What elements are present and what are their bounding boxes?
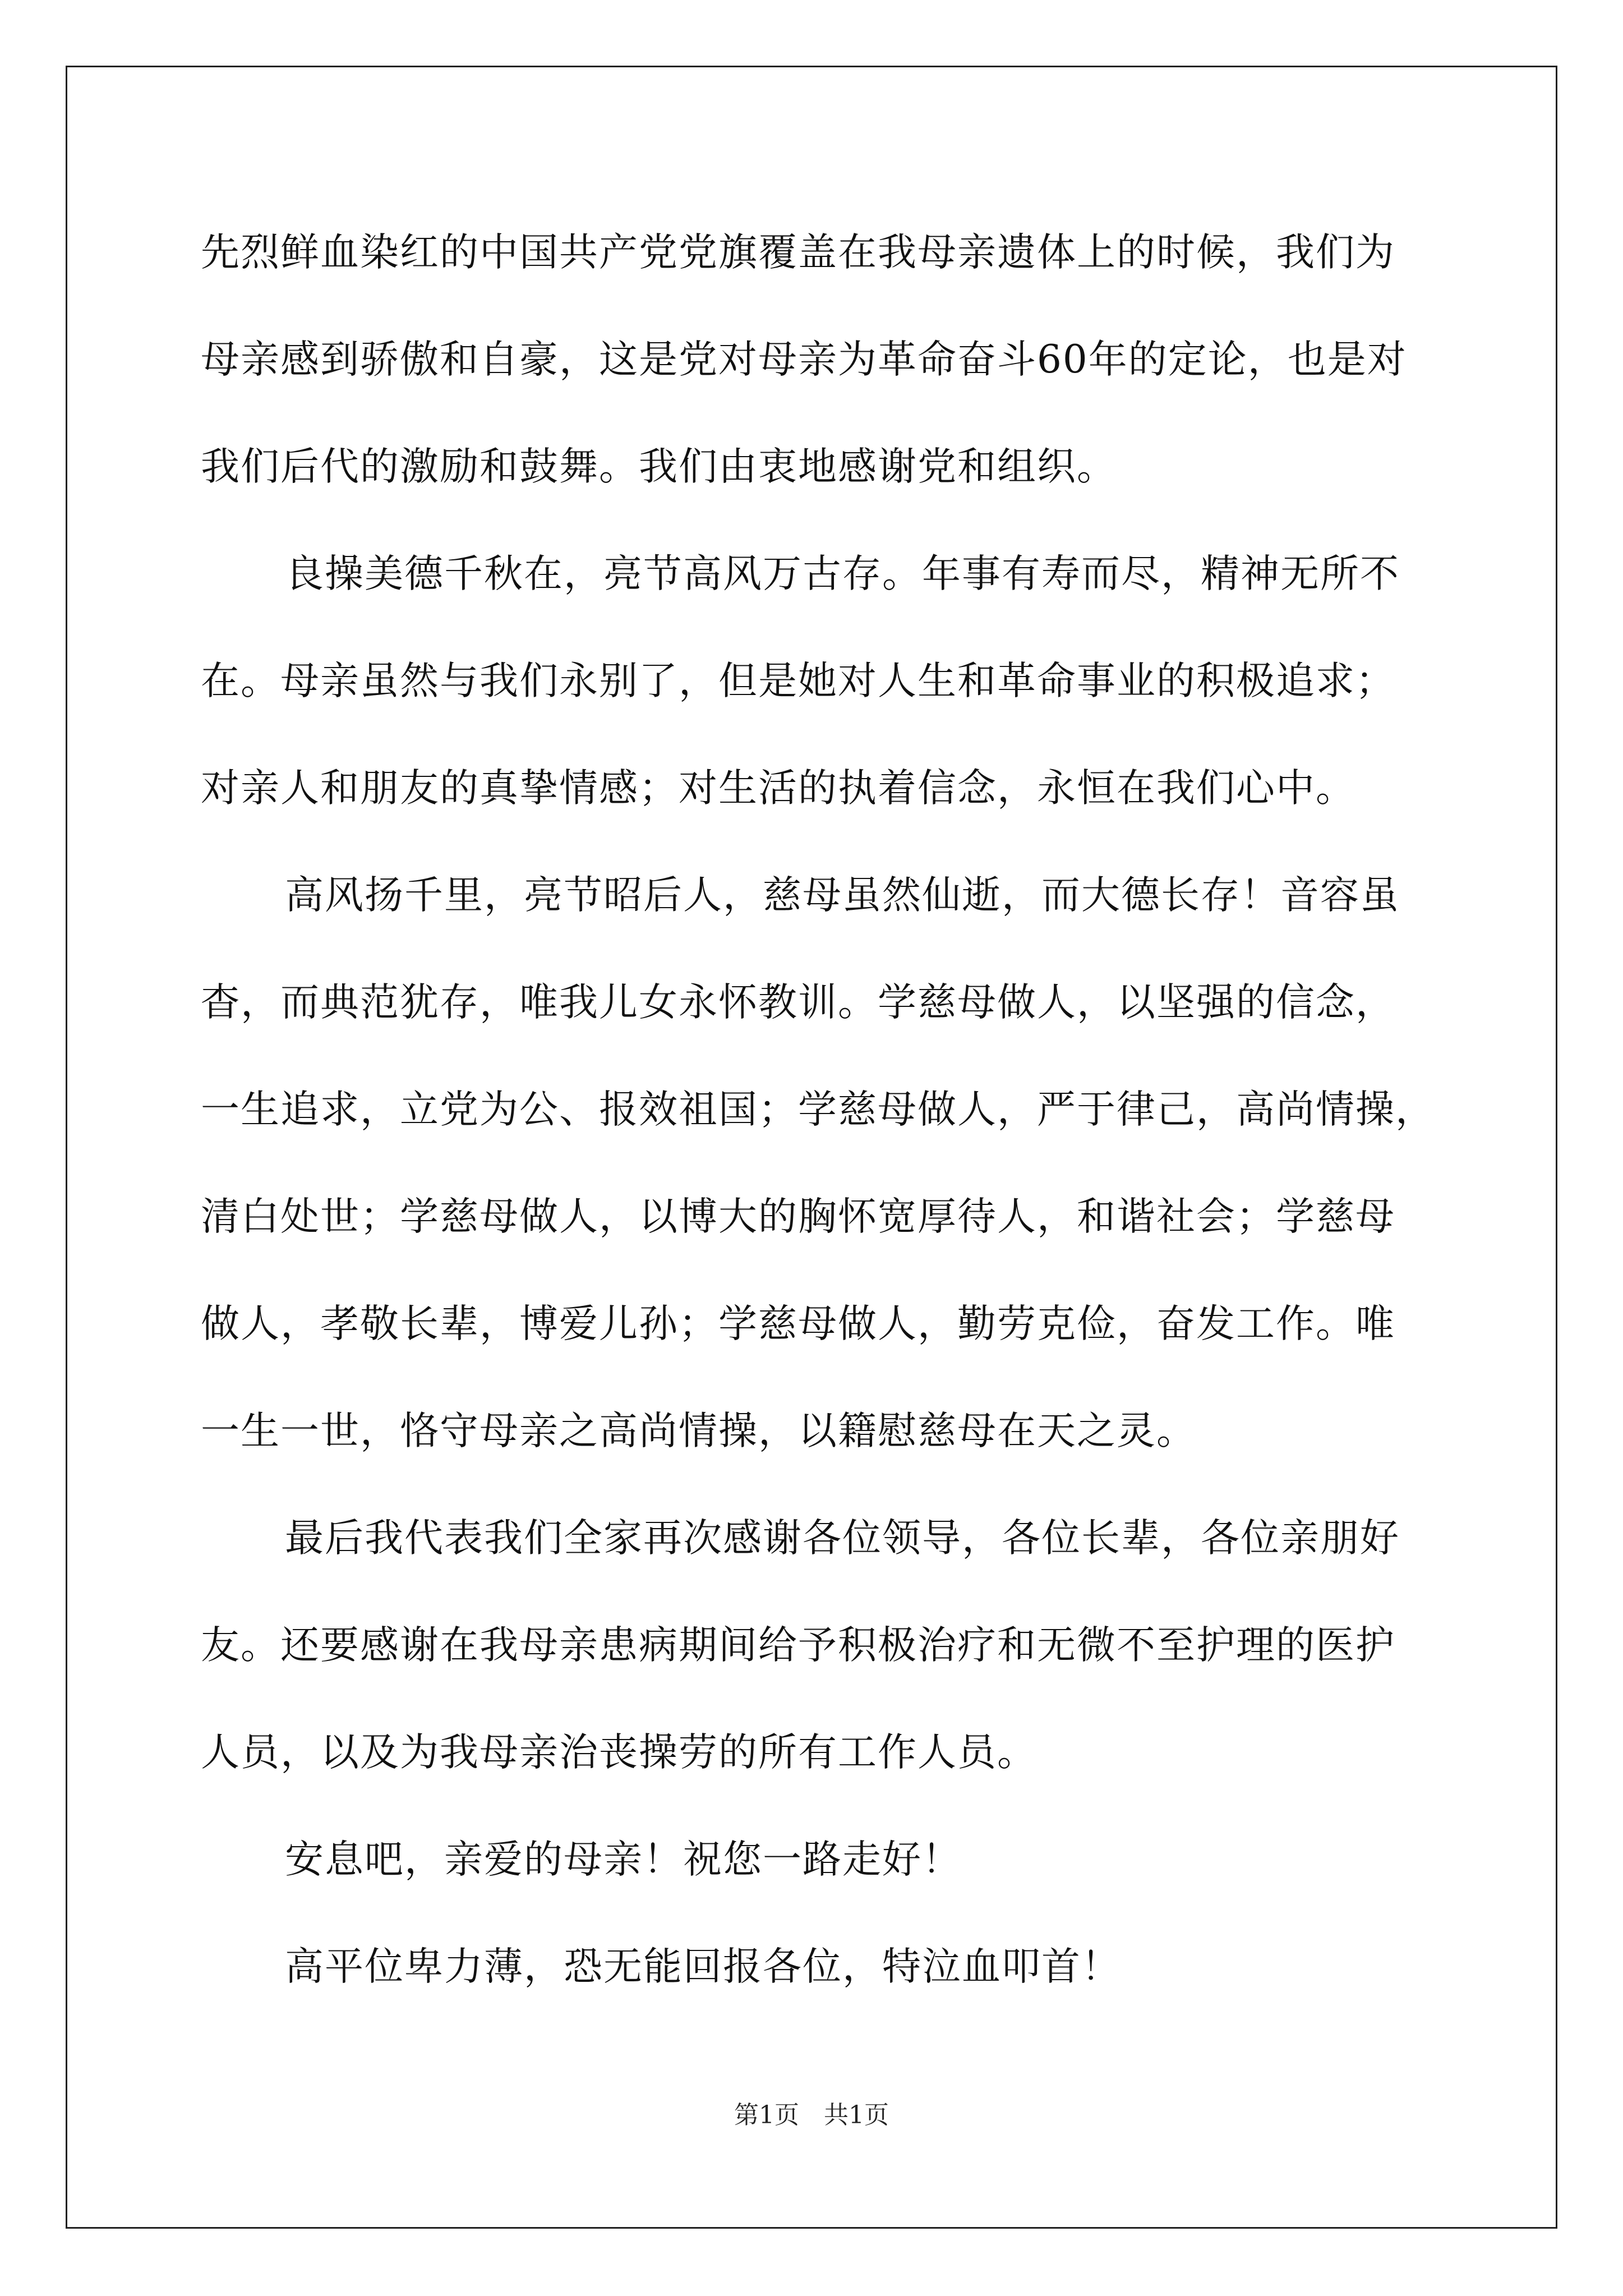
paragraph-start-line: 最后我代表我们全家再次感谢各位领导，各位长辈，各位亲朋好 — [285, 1516, 1400, 1561]
text-line: 做人，孝敬长辈，博爱儿孙；学慈母做人，勤劳克俭，奋发工作。唯 — [201, 1301, 1395, 1346]
text-line: 在。母亲虽然与我们永别了，但是她对人生和革命事业的积极追求； — [201, 659, 1395, 703]
text-line: 先烈鲜血染红的中国共产党党旗覆盖在我母亲遗体上的时候，我们为 — [201, 230, 1395, 275]
paragraph-start-line: 高平位卑力薄，恐无能回报各位，特泣血叩首！ — [285, 1944, 1121, 1989]
paragraph-start-line: 良操美德千秋在，亮节高风万古存。年事有寿而尽，精神无所不 — [285, 551, 1400, 596]
text-line: 一生追求，立党为公、报效祖国；学慈母做人，严于律己，高尚情操， — [201, 1087, 1435, 1132]
document-body — [201, 219, 1451, 2041]
text-line: 清白处世；学慈母做人，以博大的胸怀宽厚待人，和谐社会；学慈母 — [201, 1194, 1395, 1239]
text-line: 人员，以及为我母亲治丧操劳的所有工作人员。 — [201, 1730, 1037, 1775]
text-line: 我们后代的激励和鼓舞。我们由衷地感谢党和组织。 — [201, 444, 1117, 489]
page-number-footer: 第1页 共1页 — [734, 2101, 889, 2129]
paragraph-start-line: 高风扬千里，亮节昭后人，慈母虽然仙逝，而大德长存！音容虽 — [285, 873, 1400, 918]
text-line: 对亲人和朋友的真挚情感；对生活的执着信念，永恒在我们心中。 — [201, 766, 1355, 811]
text-line: 母亲感到骄傲和自豪，这是党对母亲为革命奋斗60年的定论，也是对 — [201, 337, 1407, 382]
text-line: 杳，而典范犹存，唯我儿女永怀教训。学慈母做人，以坚强的信念， — [201, 980, 1395, 1025]
text-line: 一生一世，恪守母亲之高尚情操，以籍慰慈母在天之灵。 — [201, 1409, 1196, 1453]
paragraph-start-line: 安息吧，亲爱的母亲！祝您一路走好！ — [285, 1837, 962, 1882]
text-line: 友。还要感谢在我母亲患病期间给予积极治疗和无微不至护理的医护 — [201, 1623, 1395, 1668]
